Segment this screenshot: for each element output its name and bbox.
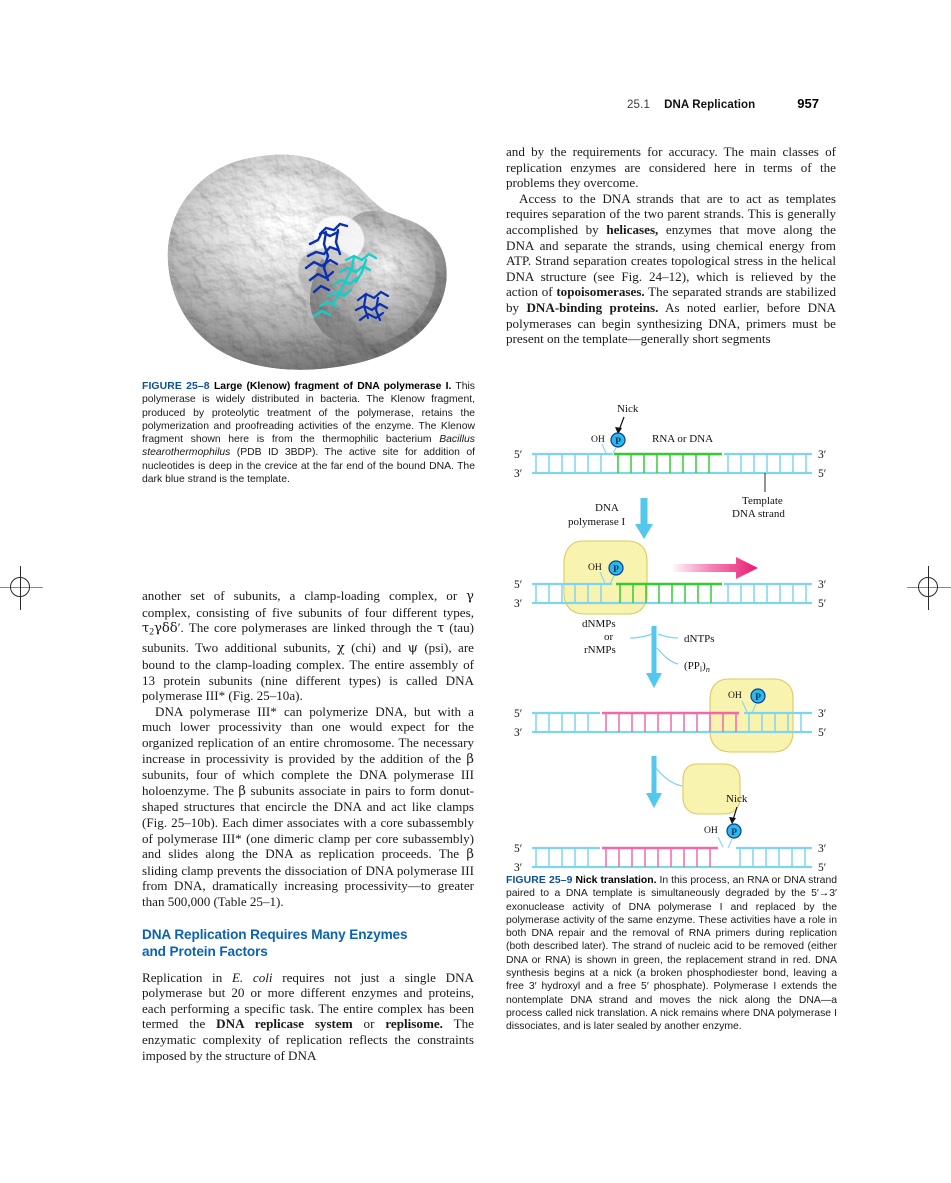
right-paragraph-1: and by the requirements for accuracy. The main classes of replication enzymes are considered here in terms of the problems they overcome. xyxy=(506,144,836,191)
figure-25-9-text: In this process, an RNA or DNA strand paired to a DNA template is simultaneously degraded by the 5′→3′ exonuclease activity of DNA polymerase I and replaced by the polymerase activity of the same enzyme. These activities have a role in both DNA repair and the removal of RNA primers during replication (both described later). The strand of nucleic acid to be removed (either DNA or RNA) is shown in green, the replacement strand in red. DNA synthesis begins at a nick (a broken phosphodiester bond, leaving a free 3′ hydroxyl and a free 5′ phosphate). Polymerase I extends the nontemplate DNA strand and moves the nick along the DNA—a process called nick translation. A nick remains where DNA polymerase I dissociates, and is later sealed by another enzyme. xyxy=(506,875,838,1033)
figure-25-9-label: FIGURE 25–9 xyxy=(506,875,573,886)
figure-25-9-diagram xyxy=(506,398,838,874)
nick-label-top: Nick xyxy=(617,403,639,415)
left-column-body xyxy=(142,588,474,1063)
rp2-b: enzymes that move along the DNA and separate the strands, using chemical energy from ATP. Strand separation creates topological stress in the helical DNA structure (see Fig. 24–12), which is relieved by the action of xyxy=(506,221,836,300)
dnmps-label: dNMPs xyxy=(582,618,616,630)
svg-text:P: P xyxy=(615,437,621,447)
five-prime-bottom-panel-2: 5′ xyxy=(818,598,827,610)
p3-end: The enzymatic complexity of replication reflects the constraints imposed by the structure of DNA xyxy=(142,1016,474,1063)
motion-arrow-pink xyxy=(673,557,758,579)
p3-pre: Replication in xyxy=(142,969,232,985)
left-paragraph-2: DNA polymerase III* can polymerize DNA, but with a much lower processivity than one would expect for the organized replication of an entire chromosome. The necessary increase in processivity is provided by the addition of the β subunits, four of which complete the DNA polymerase III holoenzyme. The β subunits associate in pairs to form donut-shaped structures that encircle the DNA and act like clamps (Fig. 25–10b). Each dimer associates with a core subassembly of polymerase III* (one dimeric clamp per core subassembly) and slides along the DNA as replication proceeds. The β sliding clamp prevents the dissociation of DNA polymerase III from DNA, dramatically increasing processivity—to greater than 500,000 (Table 25–1). xyxy=(142,703,474,909)
figure-25-8-label: FIGURE 25–8 xyxy=(142,381,210,392)
figure-25-8-title: Large (Klenow) fragment of DNA polymerase I. xyxy=(213,381,452,392)
term-topoisomerases: topoisomerases. xyxy=(556,284,645,300)
three-prime-top-panel-4: 3′ xyxy=(818,843,827,855)
figure-25-8-organism: Bacillus stearothermophilus xyxy=(142,434,475,459)
panel-4-translated-nick xyxy=(514,793,826,874)
running-head xyxy=(627,96,819,111)
registration-mark-left xyxy=(0,566,43,610)
panel-1-nicked-duplex xyxy=(514,403,826,520)
rp2-a: Access to the DNA strands that are to act as templates requires separation of the two parent strands. This is generally accomplished by xyxy=(506,190,836,237)
three-prime-top-panel-1: 3′ xyxy=(818,449,827,461)
oh-label-panel-2: OH xyxy=(588,562,602,573)
rp2-d: As noted earlier, before DNA polymerases can begin synthesizing DNA, primers must be present on the template—generally short segments xyxy=(506,299,837,347)
figure-25-9-caption xyxy=(506,874,837,1034)
p3-term-replisome: replisome. xyxy=(385,1016,443,1032)
running-head-section-number: 25.1 xyxy=(626,99,651,111)
five-prime-top-panel-4: 5′ xyxy=(514,843,523,855)
three-prime-bottom-panel-1: 3′ xyxy=(514,468,523,480)
three-prime-bottom-panel-4: 3′ xyxy=(514,862,523,874)
klenow-fragment-structure xyxy=(150,148,455,376)
five-prime-top-panel-3: 5′ xyxy=(514,708,523,720)
figure-25-8-caption xyxy=(142,380,475,486)
rna-or-dna-label: RNA or DNA xyxy=(652,433,714,445)
page-number: 957 xyxy=(797,96,819,111)
oh-label-panel-1: OH xyxy=(591,434,605,445)
three-prime-top-panel-3: 3′ xyxy=(818,708,827,720)
enzyme-blob-dissociated xyxy=(683,764,740,814)
figure-25-8-text-2: (PDB ID 3BDP). The active site for addition of nucleotides is deep in the crevice at the far end of the bound DNA. The dark blue strand is the template. xyxy=(142,447,475,486)
registration-mark-right xyxy=(907,566,951,610)
svg-text:P: P xyxy=(731,828,737,838)
term-helicases: helicases, xyxy=(606,221,659,237)
polymerase-label-line-1: DNA xyxy=(595,502,619,514)
three-prime-bottom-panel-3: 3′ xyxy=(514,727,523,739)
left-paragraph-1: another set of subunits, a clamp-loading complex, or γ complex, consisting of five subunits of four different types, $\tau_2\gamma\delta\delta'$. The core polymerases are linked through the τ (tau) subunits. Two additional subunits, χ (chi) and ψ (psi), are bound to the clamp-loading complex. The entire assembly of 13 protein subunits (nine different types) is called DNA polymerase III* (Fig. 25–10a). xyxy=(142,588,474,704)
five-prime-bottom-panel-3: 5′ xyxy=(818,727,827,739)
process-arrow-3 xyxy=(646,756,682,808)
process-arrow-1 xyxy=(635,498,653,539)
term-dna-binding-proteins: DNA-binding proteins. xyxy=(526,299,659,315)
panel-3-extended-strand xyxy=(514,679,826,752)
figure-25-8-text-1: This polymerase is widely distributed in bacteria. The Klenow fragment, produced by proteolytic treatment of the polymerase, retains the polymerization and proofreading activities of the enzyme. The Klenow fragment shown here is from the thermophilic bacterium xyxy=(142,381,476,446)
panel-2-polymerase-bound xyxy=(514,541,826,614)
dntps-label: dNTPs xyxy=(684,633,715,645)
oh-label-panel-4: OH xyxy=(704,825,718,836)
figure-25-8-image xyxy=(150,148,455,376)
svg-text:P: P xyxy=(613,565,619,575)
process-arrow-2 xyxy=(630,626,678,688)
template-label-line-1: Template xyxy=(742,495,783,507)
p3-species: E. coli xyxy=(231,969,273,985)
or-label: or xyxy=(604,631,614,643)
p3-mid: requires not just a single DNA polymerase but 20 or more different enzymes and proteins, each performing a specific task. The entire complex has been termed the xyxy=(142,969,474,1032)
right-paragraph-2 xyxy=(506,191,836,347)
five-prime-top-panel-1: 5′ xyxy=(514,449,523,461)
nick-label-bottom: Nick xyxy=(726,793,748,805)
polymerase-label-line-2: polymerase I xyxy=(568,516,626,528)
five-prime-top-panel-2: 5′ xyxy=(514,579,523,591)
section-heading-line-2: and Protein Factors xyxy=(142,943,268,959)
template-label-line-2: DNA strand xyxy=(732,508,785,520)
p3-term-replicase: DNA replicase system xyxy=(216,1016,353,1032)
five-prime-bottom-panel-4: 5′ xyxy=(818,862,827,874)
figure-25-9-title: Nick translation. xyxy=(575,875,657,886)
oh-label-panel-3: OH xyxy=(728,690,742,701)
section-heading-line-1: DNA Replication Requires Many Enzymes xyxy=(142,926,408,942)
three-prime-top-panel-2: 3′ xyxy=(818,579,827,591)
five-prime-bottom-panel-1: 5′ xyxy=(818,468,827,480)
three-prime-bottom-panel-2: 3′ xyxy=(514,598,523,610)
p3-or: or xyxy=(352,1016,386,1032)
rp2-c: The separated strands are stabilized by xyxy=(506,284,836,315)
left-paragraph-3 xyxy=(142,970,474,1064)
rnmps-label: rNMPs xyxy=(584,644,616,656)
right-column-body xyxy=(506,144,836,347)
svg-text:P: P xyxy=(755,693,761,703)
ppi-label: $(PP_i)_n$ xyxy=(684,660,710,674)
running-head-section-title: DNA Replication xyxy=(664,99,756,111)
